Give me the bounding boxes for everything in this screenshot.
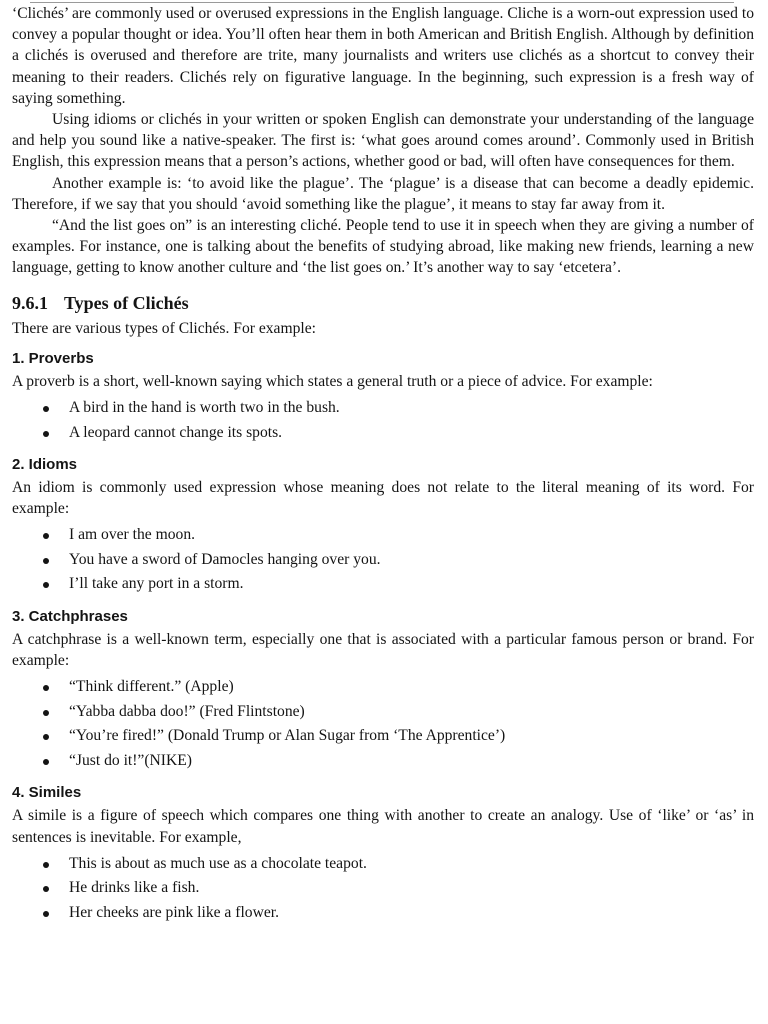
type-description-similes: A simile is a figure of speech which compares one thing with another to create an analogy. Use of ‘like’ or ‘as’ in sentences is inevitable. For example, [12, 807, 754, 846]
list-item: “You’re fired!” (Donald Trump or Alan Sugar from ‘The Apprentice’) [42, 724, 754, 749]
intro-paragraph-4: “And the list goes on” is an interesting cliché. People tend to use it in speech when they are giving a number of examples. For instance, one is talking about the benefits of studying abroad, like making new friends, learning a new language, getting to know another culture and ‘the list goes on.’ It’s another way to say ‘etcetera’. [12, 217, 754, 277]
catchphrases-example-list [12, 675, 754, 773]
list-item: I’ll take any port in a storm. [42, 572, 754, 597]
list-item: He drinks like a fish. [42, 876, 754, 901]
type-description-proverbs: A proverb is a short, well-known saying which states a general truth or a piece of advice. For example: [12, 372, 653, 390]
proverbs-example-list [12, 396, 754, 445]
type-heading-idioms: 2. Idioms [12, 456, 78, 474]
similes-example-list [12, 852, 754, 926]
type-description-idioms: An idiom is commonly used expression whose meaning does not relate to the literal meaning of its word. For example: [12, 479, 754, 518]
list-item: A leopard cannot change its spots. [42, 421, 754, 446]
list-item: “Yabba dabba doo!” (Fred Flintstone) [42, 700, 754, 725]
type-heading-proverbs: 1. Proverbs [12, 349, 94, 367]
list-item: This is about as much use as a chocolate teapot. [42, 852, 754, 877]
section-number: 9.6.1 [12, 292, 48, 313]
idioms-example-list [12, 523, 754, 597]
list-item: I am over the moon. [42, 523, 754, 548]
section-intro: There are various types of Clichés. For example: [12, 319, 316, 337]
list-item: Her cheeks are pink like a flower. [42, 901, 754, 926]
type-description-catchphrases: A catchphrase is a well-known term, especially one that is associated with a particular famous person or brand. For example: [12, 630, 754, 670]
type-heading-similes: 4. Similes [12, 784, 82, 802]
intro-paragraph-3: Another example is: ‘to avoid like the plague’. The ‘plague’ is a disease that can become a deadly epidemic. Therefore, if we say that you should ‘avoid something like the plague’, it means to stay far away from it. [12, 174, 754, 213]
list-item: A bird in the hand is worth two in the bush. [42, 396, 754, 421]
section-heading [12, 292, 754, 314]
list-item: “Just do it!”(NIKE) [42, 749, 754, 774]
intro-paragraph-2: Using idioms or clichés in your written or spoken English can demonstrate your understanding of the language and help you sound like a native-speaker. The first is: ‘what goes around comes around’. Commonly used in British English, this expression means that a person’s actions, whether good or bad, will often have consequences for them. [12, 111, 754, 171]
list-item: You have a sword of Damocles hanging over you. [42, 548, 754, 573]
type-heading-catchphrases: 3. Catchphrases [12, 607, 128, 625]
intro-paragraph-1: ‘Clichés’ are commonly used or overused expressions in the English language. Cliche is a worn-out expression used to convey a popular thought or idea. You’ll often hear them in both American and British English. Although by definition a clichés is overused and therefore are trite, many journalists and writers use clichés as a shortcut to convey their meaning to their readers. Clichés rely on figurative language. In the beginning, such expression is a fresh way of saying something. [12, 5, 754, 107]
list-item: “Think different.” (Apple) [42, 675, 754, 700]
section-title: Types of Clichés [64, 292, 189, 313]
